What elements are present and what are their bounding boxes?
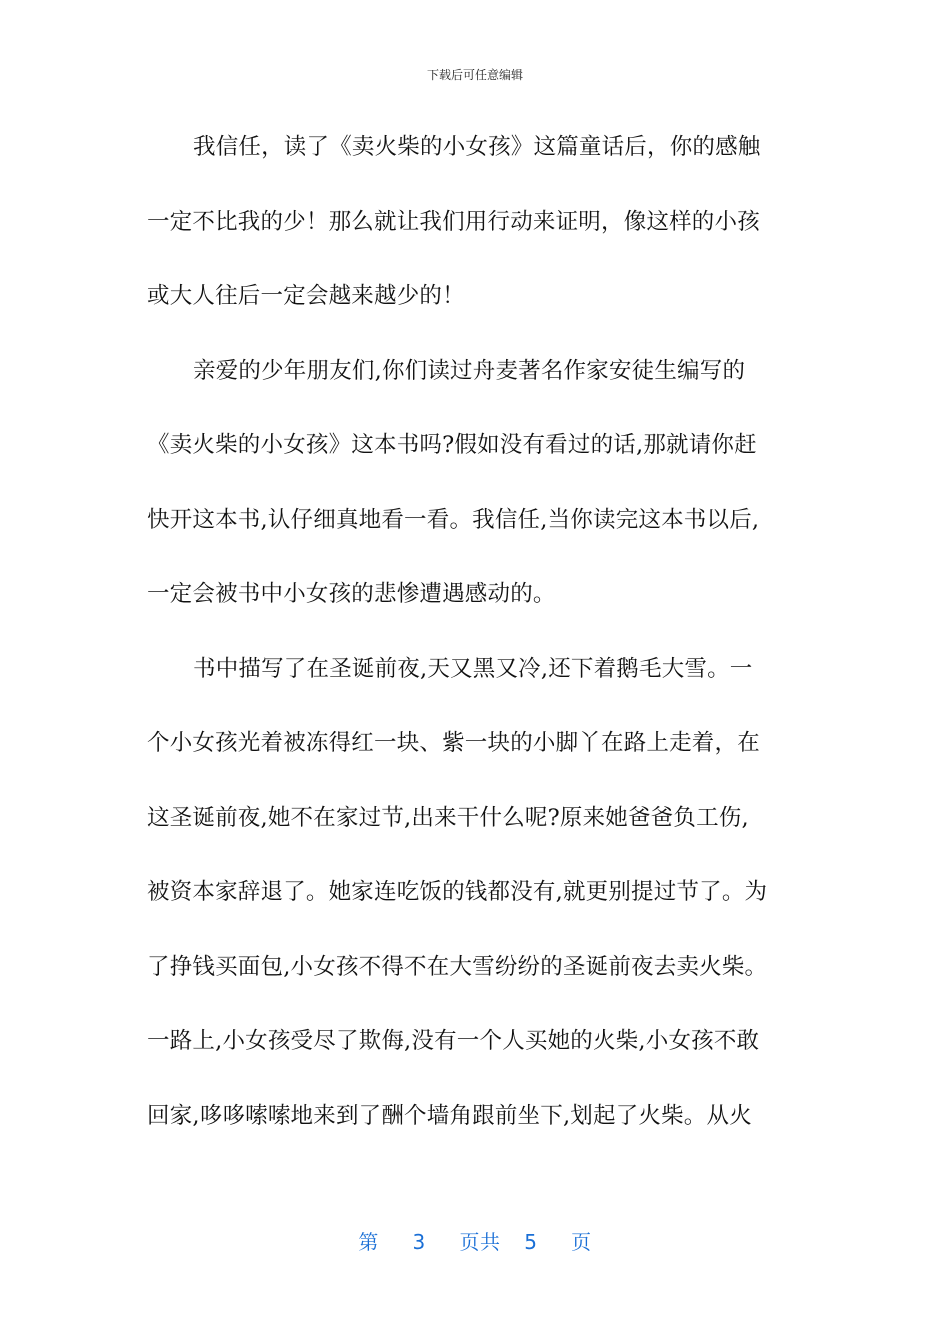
paragraph-line: 一定会被书中小女孩的悲惨遭遇感动的。 — [147, 581, 556, 607]
paragraph-line: 书中描写了在圣诞前夜,天又黑又冷,还下着鹅毛大雪。一 — [193, 655, 753, 682]
paragraph-line: 《卖火柴的小女孩》这本书吗?假如没有看过的话,那就请你赶 — [147, 432, 757, 458]
paragraph-line: 亲爱的少年朋友们,你们读过舟麦著名作家安徒生编写的 — [193, 357, 746, 384]
paragraph-line: 被资本家辞退了。她家连吃饭的钱都没有,就更别提过节了。为 — [147, 879, 768, 905]
paragraph-line: 个小女孩光着被冻得红一块、紫一块的小脚丫在路上走着，在 — [147, 730, 760, 756]
page-header-note: 下载后可任意编辑 — [426, 68, 523, 82]
page-label-middle: 页共 — [459, 1230, 501, 1254]
document-body — [147, 120, 803, 1163]
paragraph-line: 回家,哆哆嗦嗦地来到了酬个墙角跟前坐下,划起了火柴。从火 — [147, 1102, 752, 1129]
current-page-number: 3 — [412, 1230, 426, 1254]
total-pages-number: 5 — [524, 1230, 538, 1254]
paragraph-line: 快开这本书,认仔细真地看一看。我信任,当你读完这本书以后, — [147, 506, 760, 533]
paragraph-line: 这圣诞前夜,她不在家过节,出来干什么呢?原来她爸爸负工伤, — [147, 804, 749, 831]
paragraph-line: 或大人往后一定会越来越少的！ — [147, 283, 465, 309]
page-footer — [0, 1226, 950, 1255]
page-label-suffix: 页 — [571, 1230, 592, 1254]
paragraph-line: 一定不比我的少！那么就让我们用行动来证明，像这样的小孩 — [147, 208, 760, 235]
page-label-prefix: 第 — [358, 1230, 379, 1254]
paragraph-line: 我信任，读了《卖火柴的小女孩》这篇童话后，你的感触 — [193, 134, 761, 160]
paragraph-line: 一路上,小女孩受尽了欺侮,没有一个人买她的火柴,小女孩不敢 — [147, 1028, 760, 1054]
paragraph-line: 了挣钱买面包,小女孩不得不在大雪纷纷的圣诞前夜去卖火柴。 — [147, 953, 768, 980]
